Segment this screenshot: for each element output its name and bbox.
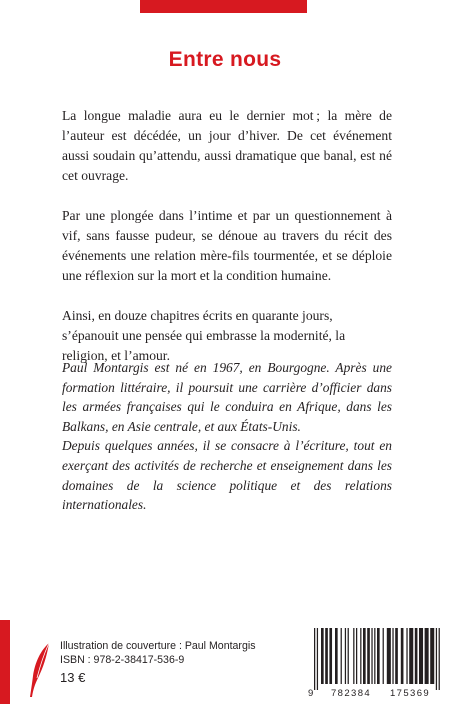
barcode-bar	[401, 628, 404, 684]
barcode-bar	[335, 628, 338, 684]
barcode-bar	[325, 628, 328, 684]
book-summary	[62, 106, 392, 386]
barcode-bar	[387, 628, 391, 684]
barcode-bar	[367, 628, 370, 684]
bio-paragraph: Depuis quelques années, il se consacre à l’écriture, tout en exerçant des activités de recherche et enseignement dans les domaines de la science politique et des relations internationales.	[62, 438, 392, 513]
barcode-bar	[425, 628, 429, 684]
barcode-bar	[317, 628, 318, 690]
barcode-bar	[348, 628, 349, 684]
quill-feather-icon	[29, 642, 51, 698]
barcode-bar	[436, 628, 437, 690]
barcode-left-group: 782384	[331, 688, 372, 699]
top-red-bar	[140, 0, 307, 13]
barcode-bar	[329, 628, 332, 684]
isbn: ISBN : 978-2-38417-536-9	[60, 654, 185, 666]
barcode-bar	[374, 628, 375, 684]
illustration-credit: Illustration de couverture : Paul Montargis	[60, 640, 256, 652]
price: 13 €	[60, 670, 86, 685]
barcode-bar	[371, 628, 372, 684]
barcode-lead-digit: 9	[308, 688, 314, 699]
barcode-bar	[360, 628, 361, 684]
barcode-bar	[409, 628, 413, 684]
barcode-bar	[383, 628, 384, 684]
barcode-bar	[415, 628, 418, 684]
isbn-barcode	[300, 628, 446, 700]
barcode-bar	[377, 628, 380, 684]
publication-info	[60, 639, 256, 687]
barcode-bar	[356, 628, 357, 684]
summary-paragraph: Par une plongée dans l’intime et par un questionnement à vif, sans fausse pudeur, se dénoue au travers du récit des événements une relation mère-fils tourmentée, et se déploie une réflexion sur la mort et la condition humaine.	[62, 208, 392, 283]
barcode-bar	[341, 628, 342, 684]
barcode-right-group: 175369	[390, 688, 431, 699]
author-bio	[62, 358, 392, 515]
barcode-bar	[321, 628, 324, 684]
barcode-bar	[395, 628, 398, 684]
barcode-bar	[363, 628, 366, 684]
bio-paragraph: Paul Montargis est né en 1967, en Bourgogne. Après une formation littéraire, il poursuit une carrière d’officier dans les armées françaises qui le conduira en Afrique, dans les Balkans, en Asie centrale, et aux États-Unis.	[62, 360, 392, 434]
barcode-bar	[430, 628, 434, 684]
summary-paragraph: Ainsi, en douze chapitres écrits en quarante jours, s’épanouit une pensée qui embrasse la modernité, la religion, et l’amour.	[62, 308, 346, 363]
barcode-bars	[300, 628, 446, 690]
barcode-bar	[439, 628, 440, 690]
barcode-bar	[353, 628, 354, 684]
book-title: Entre nous	[168, 48, 282, 71]
barcode-bar	[419, 628, 423, 684]
barcode-bar	[392, 628, 393, 684]
barcode-bar	[345, 628, 346, 684]
summary-paragraph: La longue maladie aura eu le dernier mot ; la mère de l’auteur est décédée, un jour d’hiver. De cet événement aussi soudain qu’attendu, aussi dramatique que banal, est né cet ouvrage.	[62, 108, 392, 183]
barcode-bar	[314, 628, 315, 690]
bottom-red-bar	[0, 620, 10, 704]
barcode-bar	[406, 628, 407, 684]
